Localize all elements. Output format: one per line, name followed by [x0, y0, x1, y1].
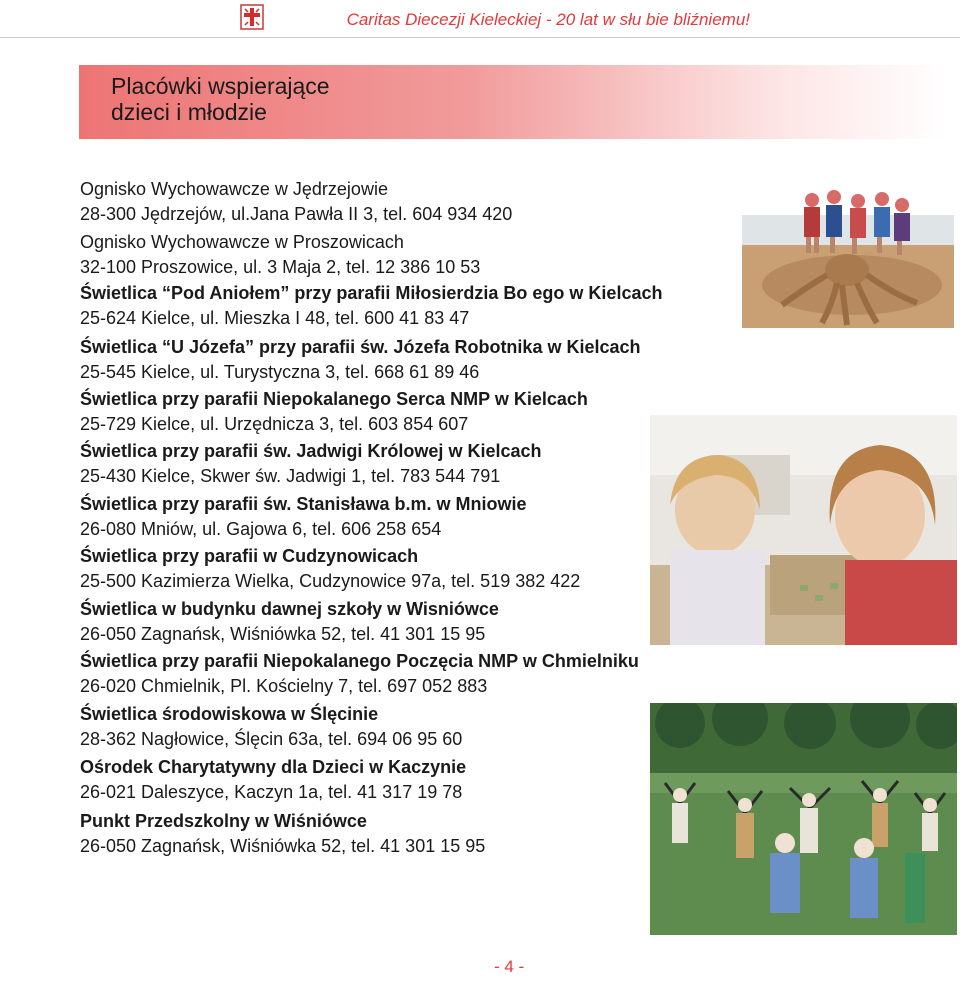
section-title [111, 73, 330, 125]
facility-address: 25-430 Kielce, Skwer św. Jadwigi 1, tel. 783 544 791 [80, 466, 501, 486]
facility-address: 25-545 Kielce, ul. Turystyczna 3, tel. 668 61 89 46 [80, 362, 480, 382]
header-divider [0, 37, 960, 38]
facility-address: 26-021 Daleszyce, Kaczyn 1a, tel. 41 317 19 78 [80, 782, 463, 802]
facility-entry [80, 282, 662, 329]
facility-address: 26-050 Zagnańsk, Wiśniówka 52, tel. 41 301 15 95 [80, 836, 486, 856]
facility-entry [80, 598, 499, 645]
facility-name: Świetlica przy parafii św. Stanisława b.m. w Mniowie [80, 494, 527, 514]
page-number: - 4 - [494, 957, 525, 976]
facility-address: 28-362 Nagłowice, Ślęcin 63a, tel. 694 06 95 60 [80, 729, 463, 749]
facility-name: Ośrodek Charytatywny dla Dzieci w Kaczynie [80, 757, 467, 777]
section-title-line1: Placówki wspierające [111, 73, 330, 99]
caritas-cross-logo-icon [240, 4, 264, 30]
facility-name: Świetlica “Pod Aniołem” przy parafii Miłosierdzia Bo ego w Kielcach [80, 283, 663, 303]
facility-name: Świetlica “U Józefa” przy parafii św. Józefa Robotnika w Kielcach [80, 337, 641, 357]
facility-entry [80, 231, 480, 278]
facility-entry [80, 545, 580, 592]
facility-address: 32-100 Proszowice, ul. 3 Maja 2, tel. 12 386 10 53 [80, 257, 481, 277]
beach-sand-sculpture-photo [742, 175, 954, 328]
facility-entry [80, 650, 639, 697]
children-dancing-field-photo [650, 703, 957, 935]
section-title-line2: dzieci i młodzie [111, 99, 267, 125]
facility-address: 26-020 Chmielnik, Pl. Kościelny 7, tel. 697 052 883 [80, 676, 488, 696]
facility-address: 26-050 Zagnańsk, Wiśniówka 52, tel. 41 301 15 95 [80, 624, 486, 644]
facility-name: Świetlica przy parafii w Cudzynowicach [80, 546, 419, 566]
facility-name: Świetlica w budynku dawnej szkoły w Wisniówce [80, 599, 499, 619]
facility-name: Świetlica środowiskowa w Ślęcinie [80, 704, 379, 724]
facility-address: 26-080 Mniów, ul. Gajowa 6, tel. 606 258 654 [80, 519, 442, 539]
header-title: Caritas Diecezji Kieleckiej - 20 lat w słu bie bliźniemu! [346, 10, 750, 29]
facility-name: Świetlica przy parafii św. Jadwigi Królowej w Kielcach [80, 441, 542, 461]
facility-entry [80, 336, 641, 383]
facility-address: 25-500 Kazimierza Wielka, Cudzynowice 97a, tel. 519 382 422 [80, 571, 581, 591]
facility-address: 28-300 Jędrzejów, ul.Jana Pawła II 3, tel. 604 934 420 [80, 204, 513, 224]
facility-address: 25-729 Kielce, ul. Urzędnicza 3, tel. 603 854 607 [80, 414, 469, 434]
facility-entry [80, 756, 466, 803]
facility-entry [80, 388, 588, 435]
facility-name: Ognisko Wychowawcze w Proszowicach [80, 232, 404, 252]
facility-entry [80, 810, 485, 857]
facility-name: Punkt Przedszkolny w Wiśniówce [80, 811, 367, 831]
section-banner [79, 65, 947, 139]
facility-address: 25-624 Kielce, ul. Mieszka I 48, tel. 600 41 83 47 [80, 308, 470, 328]
facility-entry [80, 493, 526, 540]
facility-entry [80, 178, 512, 225]
girls-puzzle-photo [650, 415, 957, 645]
facility-name: Świetlica przy parafii Niepokalanego Poczęcia NMP w Chmielniku [80, 651, 639, 671]
facility-name: Świetlica przy parafii Niepokalanego Serca NMP w Kielcach [80, 389, 588, 409]
facility-name: Ognisko Wychowawcze w Jędrzejowie [80, 179, 388, 199]
facility-entry [80, 703, 462, 750]
facility-entry [80, 440, 541, 487]
